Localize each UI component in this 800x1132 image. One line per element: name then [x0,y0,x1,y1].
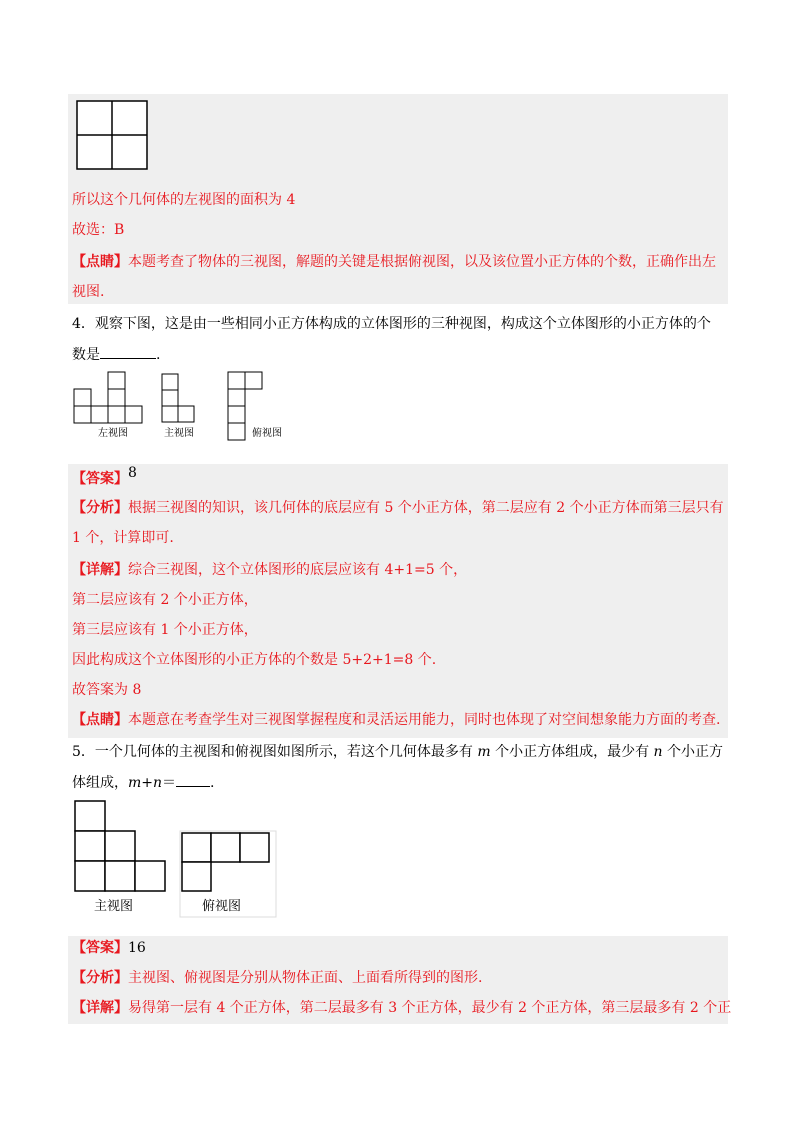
q5-var-n: n [653,744,663,760]
q5-answer-line [72,938,146,958]
q4-detail-line-3: 第三层应该有 1 个小正方体， [72,622,258,638]
q4-front-view [162,374,194,422]
q5-detail-text: 易得第一层有 4 个正方体，第二层最多有 3 个正方体，最少有 2 个正方体，第三层最多有 2 个正 [128,1000,732,1016]
q5-text-2a: 体组成， [72,775,128,791]
q5-analysis-text: 主视图、俯视图是分别从物体正面、上面看所得到的图形. [128,970,483,986]
q5-var-m: m [477,744,491,760]
left-view-figure-2x2 [76,100,150,172]
q4-text-prefix: 数是 [72,347,100,363]
q5-answer-blank [176,772,210,787]
q4-detail-line-2: 第二层应该有 2 个小正方体， [72,592,258,608]
tip-line-1 [72,252,716,272]
choice-text: 故选：B [72,222,125,238]
q5-text-end: . [210,775,215,791]
q5-detail-label: 【详解】 [72,1000,128,1016]
q5-front-view [75,801,165,891]
q5-text-line-1 [72,742,723,762]
q5-views-figure [70,798,280,920]
q4-left-view [74,372,142,423]
q4-text-line-1: 4．观察下图，这是由一些相同小正方体构成的立体图形的三种视图，构成这个立体图形的小正方体的个 [72,316,711,332]
q5-analysis-label: 【分析】 [72,970,128,986]
q5-expr-eq: ＝ [162,775,177,791]
q4-analysis-label: 【分析】 [72,500,128,516]
q4-top-view-label: 俯视图 [252,428,282,439]
tip-line-2: 视图. [72,284,105,300]
q4-detail-label: 【详解】 [72,562,128,578]
q5-front-view-label: 主视图 [94,899,134,914]
q5-text-line-2 [72,772,215,793]
q4-detail-line-4: 因此构成这个立体图形的小正方体的个数是 5+2+1=8 个. [72,652,437,668]
q5-answer-value: 16 [128,940,146,956]
q5-analysis-line [72,968,482,988]
q4-analysis-line-1 [72,498,724,518]
q4-left-view-label: 左视图 [98,428,128,439]
q4-tip-text: 本题意在考查学生对三视图掌握程度和灵活运用能力，同时也体现了对空间想象能力方面的考查. [128,712,721,728]
q4-analysis-text-1: 根据三视图的知识，该几何体的底层应有 5 个小正方体，第二层应有 2 个小正方体而第三层只有 [128,500,724,516]
q5-text-1c: 个小正方 [662,744,724,760]
q5-top-view [182,833,269,891]
q4-answer-value: 8 [128,465,137,481]
q5-detail-line [72,998,731,1018]
q4-detail-line-1 [72,560,467,580]
q4-answer-line [72,465,137,489]
q5-answer-label: 【答案】 [72,940,128,956]
q4-text-suffix: . [156,347,161,363]
q4-tip-line [72,710,720,730]
q4-answer-blank [100,344,156,359]
q4-analysis-line-2: 1 个，计算即可. [72,530,174,546]
q5-expr-n: n [153,775,163,791]
q5-top-view-label: 俯视图 [202,899,242,914]
q5-expr-m: m [128,775,142,791]
q4-three-views-figure [70,370,290,442]
q5-expr-plus: + [141,775,154,791]
conclusion-text: 所以这个几何体的左视图的面积为 4 [72,192,296,208]
q4-detail-text-1: 综合三视图，这个立体图形的底层应该有 4+1=5 个， [128,562,468,578]
q4-answer-label: 【答案】 [72,471,128,487]
q5-text-1b: 个小正方体组成，最少有 [490,744,654,760]
tip-label: 【点睛】 [72,254,128,270]
q4-text-line-2 [72,344,160,365]
q5-text-1a: 5．一个几何体的主视图和俯视图如图所示，若这个几何体最多有 [72,744,478,760]
tip-text-1: 本题考查了物体的三视图，解题的关键是根据俯视图，以及该位置小正方体的个数，正确作出左 [128,254,716,270]
q4-tip-label: 【点睛】 [72,712,128,728]
q4-front-view-label: 主视图 [164,428,194,439]
q4-final-answer: 故答案为 8 [72,682,142,698]
